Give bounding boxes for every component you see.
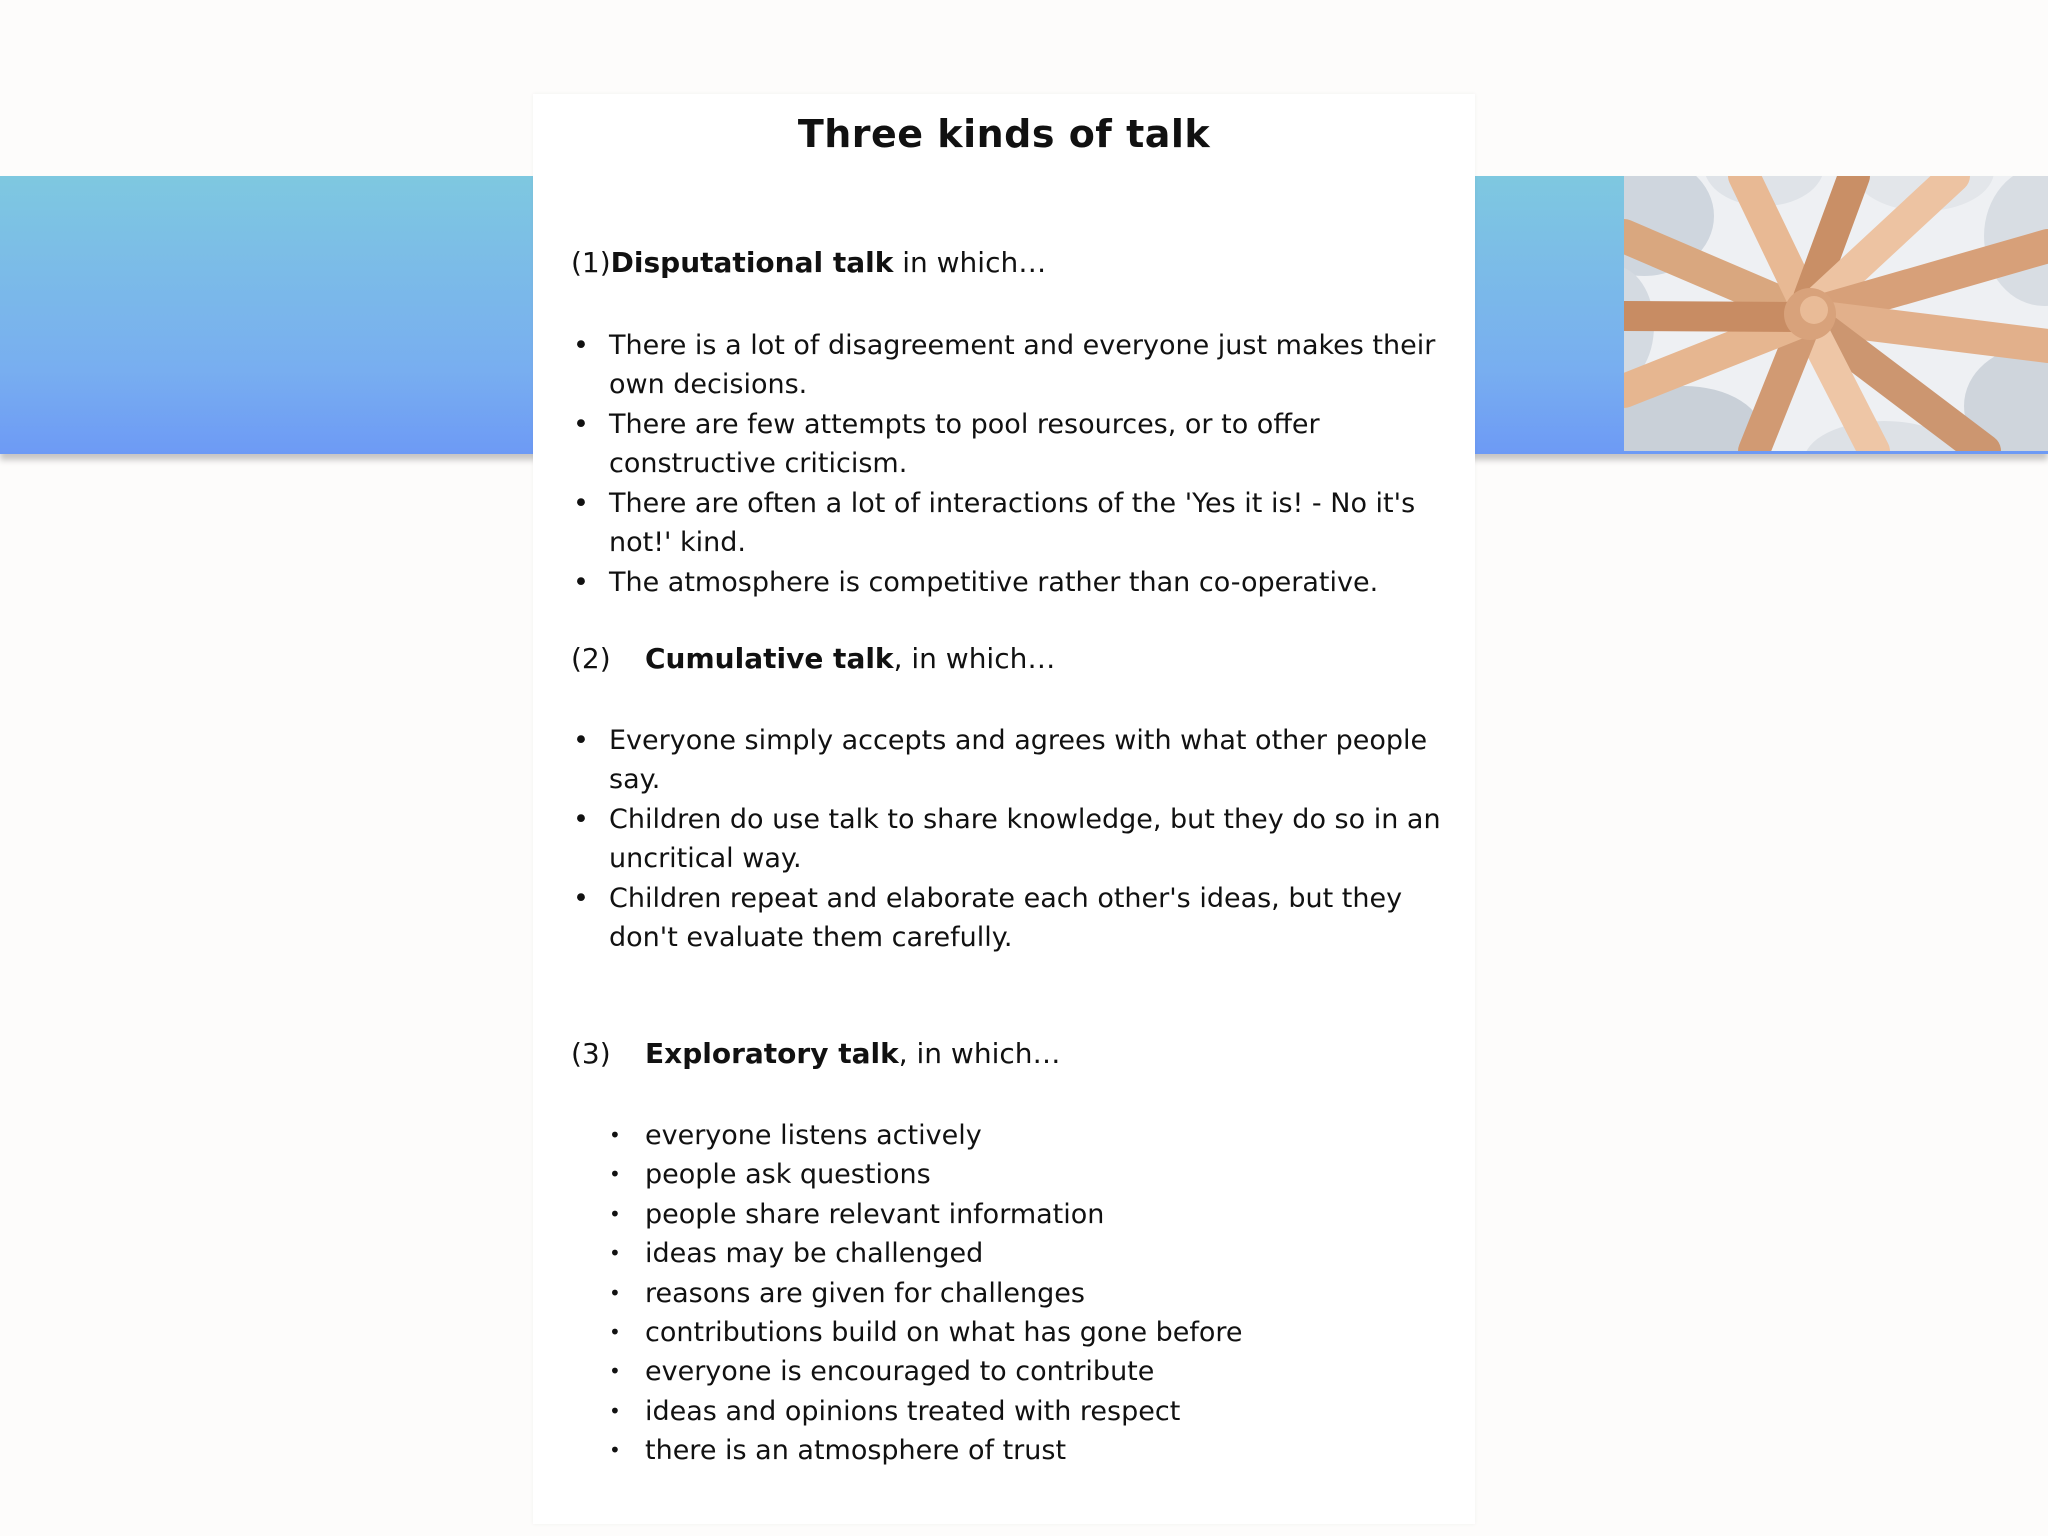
section-suffix: , in which… xyxy=(898,1037,1061,1070)
list-item: • There are often a lot of interactions of the 'Yes it is! - No it's not!' kind. xyxy=(571,484,1451,562)
list-item: • there is an atmosphere of trust xyxy=(607,1431,1407,1470)
list-item: • The atmosphere is competitive rather than co-operative. xyxy=(571,563,1451,602)
list-item: • reasons are given for challenges xyxy=(607,1274,1407,1313)
list-item: • ideas may be challenged xyxy=(607,1234,1407,1273)
list-item: • people share relevant information xyxy=(607,1195,1407,1234)
section-name: Cumulative talk xyxy=(645,642,894,675)
list-item: • Children do use talk to share knowledge, but they do so in an uncritical way. xyxy=(571,800,1451,878)
section-number: (2) xyxy=(571,642,611,675)
list-item: • There are few attempts to pool resources, or to offer constructive criticism. xyxy=(571,405,1451,483)
disputational-list xyxy=(571,326,1451,603)
section-suffix: in which… xyxy=(893,246,1047,279)
list-item: • Everyone simply accepts and agrees with what other people say. xyxy=(571,721,1451,799)
list-item: • everyone listens actively xyxy=(607,1116,1407,1155)
section-name: Exploratory talk xyxy=(645,1037,899,1070)
document-page xyxy=(533,94,1475,1524)
hands-together-photo xyxy=(1624,176,2048,451)
section-name: Disputational talk xyxy=(610,246,894,279)
list-item: • Children repeat and elaborate each other's ideas, but they don't evaluate them carefully. xyxy=(571,879,1451,957)
section-heading-exploratory xyxy=(571,1037,1061,1070)
section-number: (1) xyxy=(571,246,611,279)
list-item: • everyone is encouraged to contribute xyxy=(607,1352,1407,1391)
exploratory-list xyxy=(607,1116,1407,1471)
section-heading-cumulative xyxy=(571,642,1055,675)
list-item: • contributions build on what has gone before xyxy=(607,1313,1407,1352)
list-item: • ideas and opinions treated with respect xyxy=(607,1392,1407,1431)
section-heading-disputational xyxy=(571,246,1046,279)
cumulative-list xyxy=(571,721,1451,958)
section-suffix: , in which… xyxy=(893,642,1056,675)
section-number: (3) xyxy=(571,1037,611,1070)
list-item: • There is a lot of disagreement and everyone just makes their own decisions. xyxy=(571,326,1451,404)
document-title: Three kinds of talk xyxy=(797,112,1211,156)
list-item: • people ask questions xyxy=(607,1155,1407,1194)
